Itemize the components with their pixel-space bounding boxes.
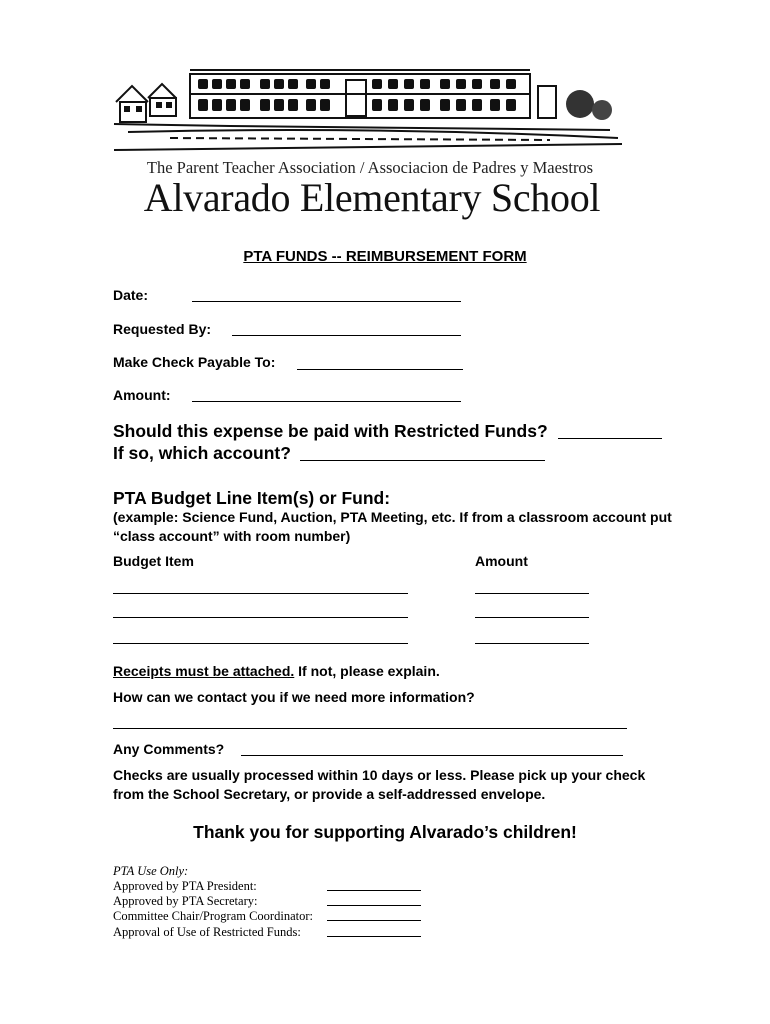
approved-secretary-label: Approved by PTA Secretary: xyxy=(113,894,258,908)
restricted-funds-field-line[interactable] xyxy=(558,438,662,439)
date-field-line[interactable] xyxy=(192,301,461,302)
budget-amount-line-3[interactable] xyxy=(475,643,589,644)
requested-by-field-line[interactable] xyxy=(232,335,461,336)
restricted-approval-label: Approval of Use of Restricted Funds: xyxy=(113,925,301,939)
budget-amount-line-2[interactable] xyxy=(475,617,589,618)
budget-heading: PTA Budget Line Item(s) or Fund: xyxy=(113,488,391,508)
processing-note: Checks are usually processed within 10 days or less. Please pick up your check from the School Secretary, or provide a self-addressed envelope. xyxy=(113,767,646,802)
receipts-required-text: Receipts must be attached. xyxy=(113,663,295,679)
committee-chair-line[interactable] xyxy=(327,920,421,921)
pta-use-heading: PTA Use Only: xyxy=(113,864,189,878)
restricted-approval-line[interactable] xyxy=(327,936,421,937)
committee-chair-label: Committee Chair/Program Coordinator: xyxy=(113,909,313,923)
budget-example: (example: Science Fund, Auction, PTA Meeting, etc. If from a classroom account put “class account” with room number) xyxy=(113,509,672,544)
restricted-funds-question: Should this expense be paid with Restricted Funds? xyxy=(113,421,548,441)
account-question: If so, which account? xyxy=(113,443,291,463)
amount-column-header: Amount xyxy=(475,553,528,569)
receipts-explain-text: If not, please explain. xyxy=(294,663,440,679)
account-field-line[interactable] xyxy=(300,460,545,461)
budget-amount-line-1[interactable] xyxy=(475,593,589,594)
approved-president-line[interactable] xyxy=(327,890,421,891)
amount-field-line[interactable] xyxy=(192,401,461,402)
payable-to-field-line[interactable] xyxy=(297,369,463,370)
budget-item-line-3[interactable] xyxy=(113,643,408,644)
comments-field-line[interactable] xyxy=(241,755,623,756)
receipts-note xyxy=(113,663,440,679)
school-name: Alvarado Elementary School xyxy=(143,175,601,220)
organization-name: The Parent Teacher Association / Associacion de Padres y Maestros xyxy=(146,158,594,177)
contact-question: How can we contact you if we need more information? xyxy=(113,689,475,705)
school-building-logo xyxy=(110,64,630,160)
requested-by-label: Requested By: xyxy=(113,321,212,337)
contact-field-line[interactable] xyxy=(113,728,627,729)
form-title: PTA FUNDS -- REIMBURSEMENT FORM xyxy=(243,248,527,265)
budget-item-column-header: Budget Item xyxy=(113,553,194,569)
payable-to-label: Make Check Payable To: xyxy=(113,354,276,370)
budget-item-line-1[interactable] xyxy=(113,593,408,594)
date-label: Date: xyxy=(113,287,149,303)
approved-secretary-line[interactable] xyxy=(327,905,421,906)
budget-item-line-2[interactable] xyxy=(113,617,408,618)
amount-label: Amount: xyxy=(113,387,171,403)
comments-label: Any Comments? xyxy=(113,741,225,757)
approved-president-label: Approved by PTA President: xyxy=(113,879,257,893)
thank-you-message: Thank you for supporting Alvarado’s children! xyxy=(193,822,577,842)
